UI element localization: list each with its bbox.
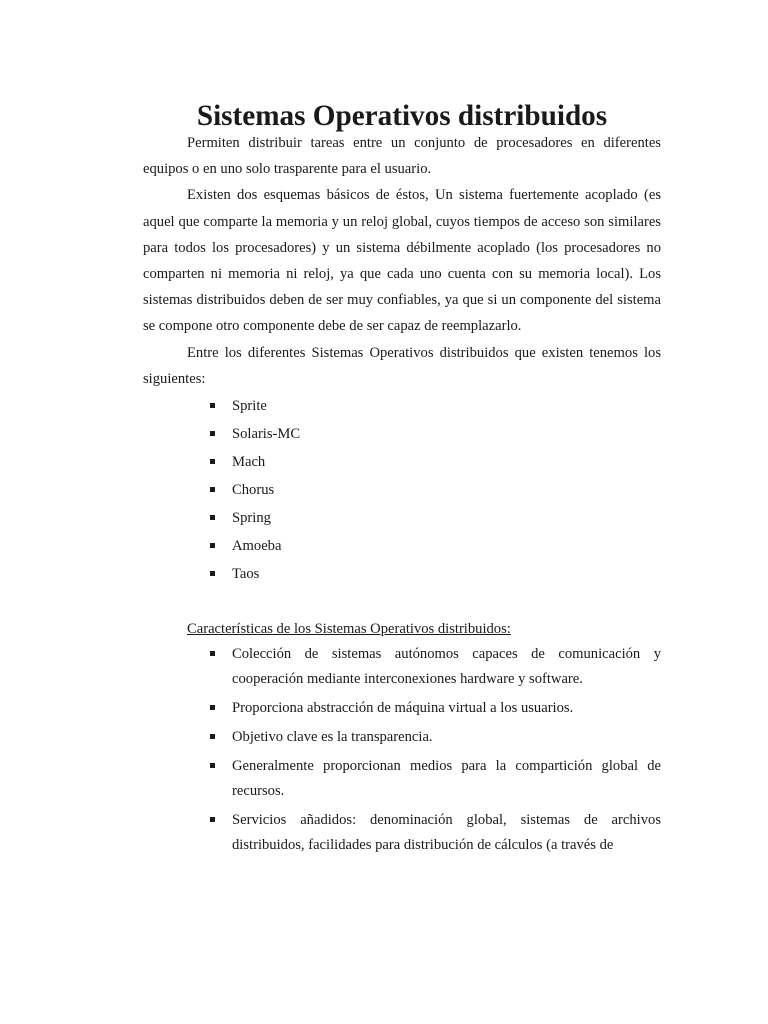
list-item (232, 696, 661, 721)
square-bullet-icon (210, 459, 215, 464)
list-item (232, 420, 661, 448)
list-item-label: Taos (232, 566, 260, 583)
square-bullet-icon (210, 487, 215, 492)
list-item (232, 532, 661, 560)
paragraph-list-intro: Entre los diferentes Sistemas Operativos distribuidos que existen tenemos los siguientes: (143, 344, 661, 387)
square-bullet-icon (210, 651, 215, 656)
list-item-label: Colección de sistemas autónomos capaces de comunicación y cooperación mediante interconexiones hardware y software. (232, 646, 661, 688)
list-item-label: Spring (232, 510, 271, 527)
list-item (232, 392, 661, 420)
list-item (232, 504, 661, 532)
list-item (232, 642, 661, 692)
square-bullet-icon (210, 734, 215, 739)
list-item (232, 725, 661, 750)
list-item (232, 560, 661, 588)
systems-list (143, 392, 661, 588)
square-bullet-icon (210, 431, 215, 436)
paragraph-intro: Permiten distribuir tareas entre un conjunto de procesadores en diferentes equipos o en uno solo trasparente para el usuario. (143, 135, 661, 178)
document-page (143, 100, 661, 862)
list-item-label: Servicios añadidos: denominación global, sistemas de archivos distribuidos, facilidades para distribución de cálculos (a través de (232, 812, 661, 854)
square-bullet-icon (210, 543, 215, 548)
list-item (232, 808, 661, 858)
list-item-label: Generalmente proporcionan medios para la compartición global de recursos. (232, 758, 661, 800)
square-bullet-icon (210, 817, 215, 822)
list-item-label: Amoeba (232, 538, 282, 555)
list-item (232, 476, 661, 504)
list-item-label: Solaris-MC (232, 426, 301, 443)
list-item-label: Chorus (232, 482, 275, 499)
list-item-label: Mach (232, 454, 266, 471)
document-title: Sistemas Operativos distribuidos (196, 100, 608, 132)
list-item-label: Proporciona abstracción de máquina virtual a los usuarios. (232, 700, 574, 717)
features-list (143, 642, 661, 858)
square-bullet-icon (210, 763, 215, 768)
square-bullet-icon (210, 571, 215, 576)
spacer (143, 588, 661, 616)
list-item-label: Sprite (232, 398, 267, 415)
paragraph-schemes: Existen dos esquemas básicos de éstos, Un sistema fuertemente acoplado (es aquel que comparte la memoria y un reloj global, cuyos tiempos de acceso son similares para todos los procesadores) y un sistema débilmente acoplado (los procesadores no comparten ni memoria ni reloj, ya que cada uno cuenta con su memoria local). Los sistemas distribuidos deben de ser muy confiables, ya que si un componente del sistema se compone otro componente debe de ser capaz de reemplazarlo. (143, 187, 661, 335)
square-bullet-icon (210, 403, 215, 408)
list-item-label: Objetivo clave es la transparencia. (232, 729, 433, 746)
list-item (232, 448, 661, 476)
square-bullet-icon (210, 515, 215, 520)
features-heading: Características de los Sistemas Operativos distribuidos: (187, 621, 511, 638)
square-bullet-icon (210, 705, 215, 710)
list-item (232, 754, 661, 804)
